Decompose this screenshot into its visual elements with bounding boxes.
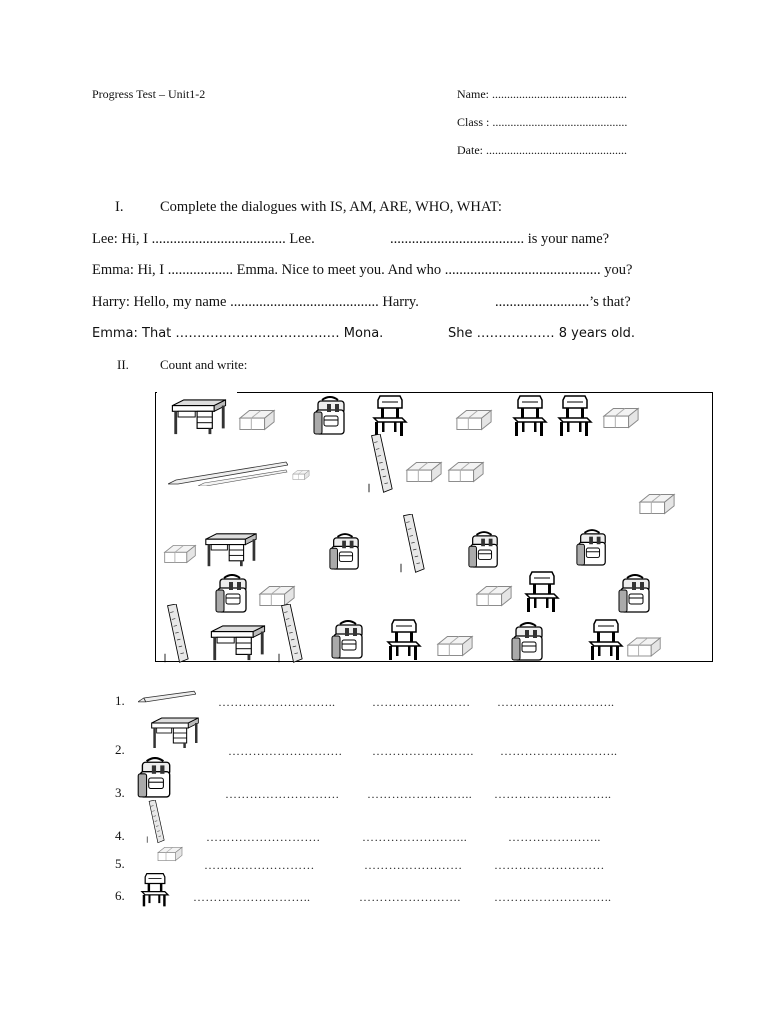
answer-2-blank-a[interactable]: ………………………. (228, 744, 342, 758)
answer-4-blank-a[interactable]: ………………………. (206, 830, 320, 844)
ruler-icon (160, 604, 194, 664)
eraser-icon (447, 460, 485, 484)
eraser-icon (436, 634, 474, 658)
section-2-number: II. (117, 357, 129, 372)
answer-2-blank-b[interactable]: ……………………. (372, 744, 474, 758)
dialogue-line-4a: Emma: That ……………………………..… Mona. (92, 326, 384, 341)
schoolbag-icon (136, 757, 174, 799)
answer-3-blank-a[interactable]: ………………………. (225, 787, 339, 801)
answer-4-blank-b[interactable]: …………………….. (362, 830, 467, 844)
answer-number-3: 3. (115, 785, 125, 800)
dialogue-line-3a: Harry: Hello, my name ......................................... Harry. (92, 294, 419, 310)
chair-icon (557, 394, 593, 438)
desk-icon (208, 624, 268, 662)
answer-1-blank-a[interactable]: ……………………….. (218, 695, 336, 709)
eraser-icon (292, 468, 310, 482)
section-1-heading: Complete the dialogues with IS, AM, ARE, WHO, WHAT: (160, 199, 502, 215)
schoolbag-icon (328, 532, 362, 572)
chair-icon (512, 394, 548, 438)
section-2-heading: Count and write: (160, 357, 248, 372)
answer-6-blank-b[interactable]: ……………………. (359, 890, 461, 904)
eraser-icon (238, 408, 276, 432)
dialogue-line-2: Emma: Hi, I .................. Emma. Nice to meet you. And who ........................................... you? (92, 262, 633, 278)
count-picture-frame (155, 392, 713, 662)
answer-5-blank-b[interactable]: …………………… (364, 858, 463, 872)
dialogue-line-3b: ..........................’s that? (495, 294, 631, 310)
answer-5-blank-a[interactable]: ……………………… (204, 858, 315, 872)
schoolbag-icon (575, 528, 609, 568)
chair-icon (372, 394, 408, 438)
answer-number-5: 5. (115, 856, 125, 871)
desk-icon (170, 398, 228, 436)
chair-icon (140, 872, 170, 908)
schoolbag-icon (467, 530, 501, 570)
eraser-icon (163, 543, 197, 565)
test-title: Progress Test – Unit1-2 (92, 87, 206, 101)
pencil-icon (138, 690, 196, 704)
answer-3-blank-b[interactable]: …………………….. (367, 787, 472, 801)
dialogue-line-1b: ..................................... is your name? (390, 231, 610, 247)
pencil-icon (168, 460, 288, 486)
schoolbag-icon (312, 396, 348, 436)
schoolbag-icon (330, 620, 366, 660)
answer-number-1: 1. (115, 693, 125, 708)
eraser-icon (405, 460, 443, 484)
answer-6-blank-c[interactable]: ……………………….. (494, 890, 612, 904)
schoolbag-icon (617, 574, 653, 614)
desk-icon (150, 716, 200, 750)
ruler-icon (274, 604, 308, 664)
answer-1-blank-c[interactable]: ……………………….. (497, 695, 615, 709)
eraser-icon (638, 492, 676, 516)
ruler-icon (138, 800, 174, 844)
answer-6-blank-a[interactable]: ……………………….. (193, 890, 311, 904)
name-field[interactable]: Name: ............................................. (457, 87, 627, 101)
eraser-icon (475, 584, 513, 608)
chair-icon (386, 618, 422, 662)
answer-number-2: 2. (115, 742, 125, 757)
ruler-icon (398, 514, 428, 574)
section-1-number: I. (115, 199, 124, 215)
answer-2-blank-c[interactable]: ……………………….. (500, 744, 618, 758)
dialogue-line-4b: She ……………… 8 years old. (448, 326, 636, 341)
ruler-icon (366, 434, 396, 494)
schoolbag-icon (510, 622, 546, 662)
dialogue-line-1a: Lee: Hi, I ..................................... Lee. (92, 231, 315, 247)
desk-icon (203, 532, 259, 568)
answer-4-blank-c[interactable]: ………………….. (508, 830, 601, 844)
answer-number-6: 6. (115, 888, 125, 903)
frame-gap (157, 389, 237, 395)
answer-3-blank-c[interactable]: ……………………….. (494, 787, 612, 801)
answer-number-4: 4. (115, 828, 125, 843)
answer-5-blank-c[interactable]: ……………………… (494, 858, 605, 872)
class-field[interactable]: Class : ............................................. (457, 115, 628, 129)
answer-1-blank-b[interactable]: …………………… (372, 695, 471, 709)
chair-icon (588, 618, 624, 662)
chair-icon (524, 570, 560, 614)
eraser-icon (626, 636, 662, 658)
date-field[interactable]: Date: ............................................... (457, 143, 627, 157)
eraser-icon (602, 406, 640, 430)
eraser-icon (455, 408, 493, 432)
eraser-icon (156, 846, 184, 862)
schoolbag-icon (214, 574, 250, 614)
